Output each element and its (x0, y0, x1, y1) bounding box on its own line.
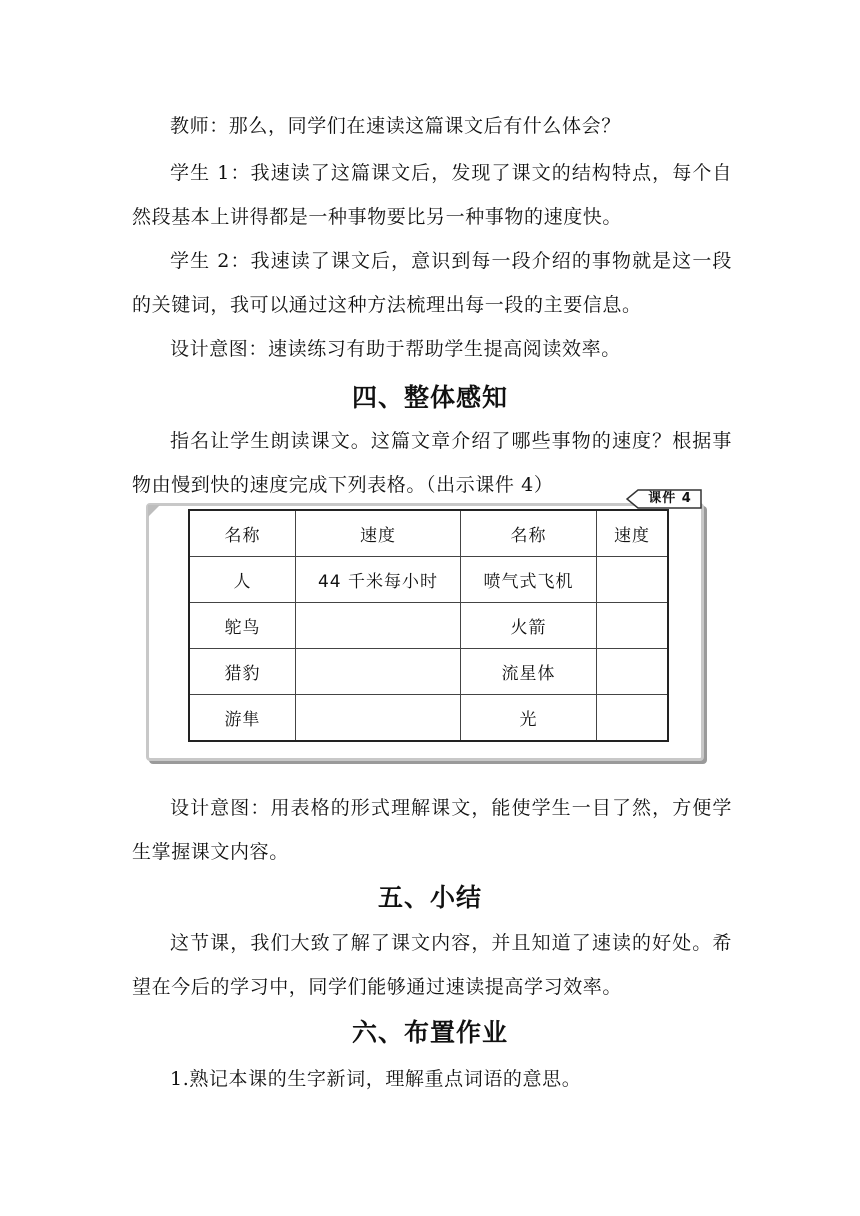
paragraph-design-intent-2: 设计意图：用表格的形式理解课文，能使学生一目了然，方便学生掌握课文内容。 (132, 797, 732, 863)
table-cell: 游隼 (189, 695, 296, 742)
courseware-tag-label: 课件 4 (648, 491, 692, 506)
table-cell (597, 603, 669, 649)
table-header-cell: 速度 (597, 510, 669, 557)
table-cell (597, 695, 669, 742)
table-cell: 44 千米每小时 (296, 557, 461, 603)
section-heading-homework: 六、布置作业 (351, 1018, 508, 1047)
table-cell: 光 (461, 695, 597, 742)
table-cell: 喷气式飞机 (461, 557, 597, 603)
table-cell: 鸵鸟 (189, 603, 296, 649)
table-cell (296, 649, 461, 695)
table-header-row (189, 510, 668, 557)
section-heading-summary: 五、小结 (377, 883, 482, 912)
paragraph-reading-task: 指名让学生朗读课文。这篇文章介绍了哪些事物的速度？根据事物由慢到快的速度完成下列表格。（出示课件 4） (132, 430, 732, 496)
paragraph-student-1: 学生 1：我速读了这篇课文后，发现了课文的结构特点，每个自然段基本上讲得都是一种事物要比另一种事物的速度快。 (132, 162, 732, 228)
table-cell: 流星体 (461, 649, 597, 695)
table-row (189, 557, 668, 603)
table-cell (597, 649, 669, 695)
table-cell: 猎豹 (189, 649, 296, 695)
table-row (189, 603, 668, 649)
paragraph-design-intent-1: 设计意图：速读练习有助于帮助学生提高阅读效率。 (170, 338, 621, 360)
speed-table (188, 509, 669, 742)
table-row (189, 695, 668, 742)
paragraph-teacher-question: 教师：那么，同学们在速读这篇课文后有什么体会？ (170, 115, 621, 137)
paragraph-student-2: 学生 2：我速读了课文后，意识到每一段介绍的事物就是这一段的关键词，我可以通过这种方法梳理出每一段的主要信息。 (132, 250, 732, 316)
table-header-cell: 名称 (461, 510, 597, 557)
courseware-tag (626, 489, 702, 509)
homework-item-1: 1.熟记本课的生字新词，理解重点词语的意思。 (170, 1068, 582, 1090)
table-cell: 火箭 (461, 603, 597, 649)
table-cell (296, 695, 461, 742)
paragraph-summary: 这节课，我们大致了解了课文内容，并且知道了速读的好处。希望在今后的学习中，同学们能够通过速读提高学习效率。 (132, 932, 732, 998)
table-header-cell: 速度 (296, 510, 461, 557)
table-cell: 人 (189, 557, 296, 603)
table-cell (597, 557, 669, 603)
table-cell (296, 603, 461, 649)
table-row (189, 649, 668, 695)
section-heading-overall: 四、整体感知 (351, 383, 508, 412)
table-header-cell: 名称 (189, 510, 296, 557)
slide-corner-decoration (148, 505, 160, 517)
